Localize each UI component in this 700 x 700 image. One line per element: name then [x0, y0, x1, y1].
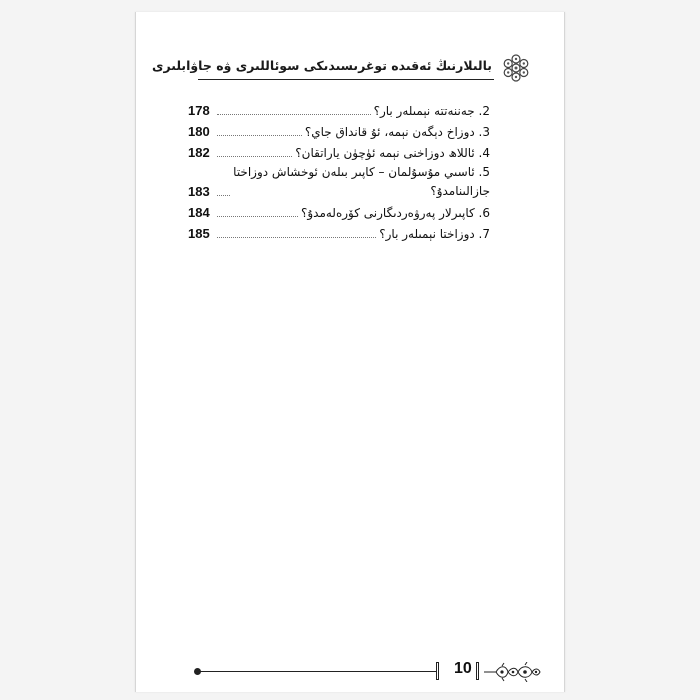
toc-entry-page: 185 [188, 226, 210, 241]
toc-entry [188, 223, 490, 243]
toc-dot-leader [217, 194, 230, 196]
toc-dot-leader [217, 113, 371, 115]
running-header [152, 52, 528, 82]
toc-dot-leader [217, 155, 292, 157]
toc-entry-label-line1: 5. ئاسىي مۇسۇلمان – كاپىر بىلەن ئوخشاش دوزاختا [233, 165, 490, 179]
toc-entry-label [233, 163, 490, 201]
page-number: 10 [454, 660, 472, 677]
header-title: بالىلارنىڭ ئەقىدە توغرىسىدىكى سوئاللىرى ۋە جاۋابلىرى [152, 58, 492, 73]
table-of-contents [188, 100, 490, 244]
toc-entry-label: 2. جەننەتتە نېمىلەر بار؟ [373, 104, 490, 118]
header-rule [198, 79, 494, 80]
toc-entry [188, 121, 490, 141]
floral-flourish-icon [482, 662, 542, 682]
toc-entry [188, 100, 490, 120]
toc-entry-page: 184 [188, 205, 210, 220]
toc-dot-leader [217, 236, 376, 238]
toc-dot-leader [217, 134, 302, 136]
footer-rule [198, 671, 438, 672]
toc-entry [188, 142, 490, 162]
toc-entry-label: 7. دوزاختا نېمىلەر بار؟ [379, 227, 490, 241]
toc-entry [188, 202, 490, 222]
toc-entry-page: 178 [188, 103, 210, 118]
footer-bracket-left [436, 662, 439, 680]
toc-entry-page: 182 [188, 145, 210, 160]
toc-entry-label: 4. ئاللاھ دوزاخنى نېمە ئۈچۈن ياراتقان؟ [295, 146, 490, 160]
geometric-rosette-icon [500, 52, 532, 84]
toc-entry [188, 163, 490, 201]
toc-entry-label-line2: جازالىنامدۇ؟ [430, 184, 490, 198]
book-page [135, 12, 565, 692]
toc-entry-label: 3. دوزاخ دېگەن نېمە، ئۇ قانداق جاي؟ [304, 125, 490, 139]
toc-dot-leader [217, 215, 298, 217]
page-footer [192, 660, 542, 684]
toc-entry-page: 180 [188, 124, 210, 139]
footer-bracket-right [476, 662, 479, 680]
toc-entry-page: 183 [188, 184, 210, 199]
toc-entry-label: 6. كاپىرلار پەرۋەردىگارنى كۆرەلەمدۇ؟ [300, 206, 490, 220]
